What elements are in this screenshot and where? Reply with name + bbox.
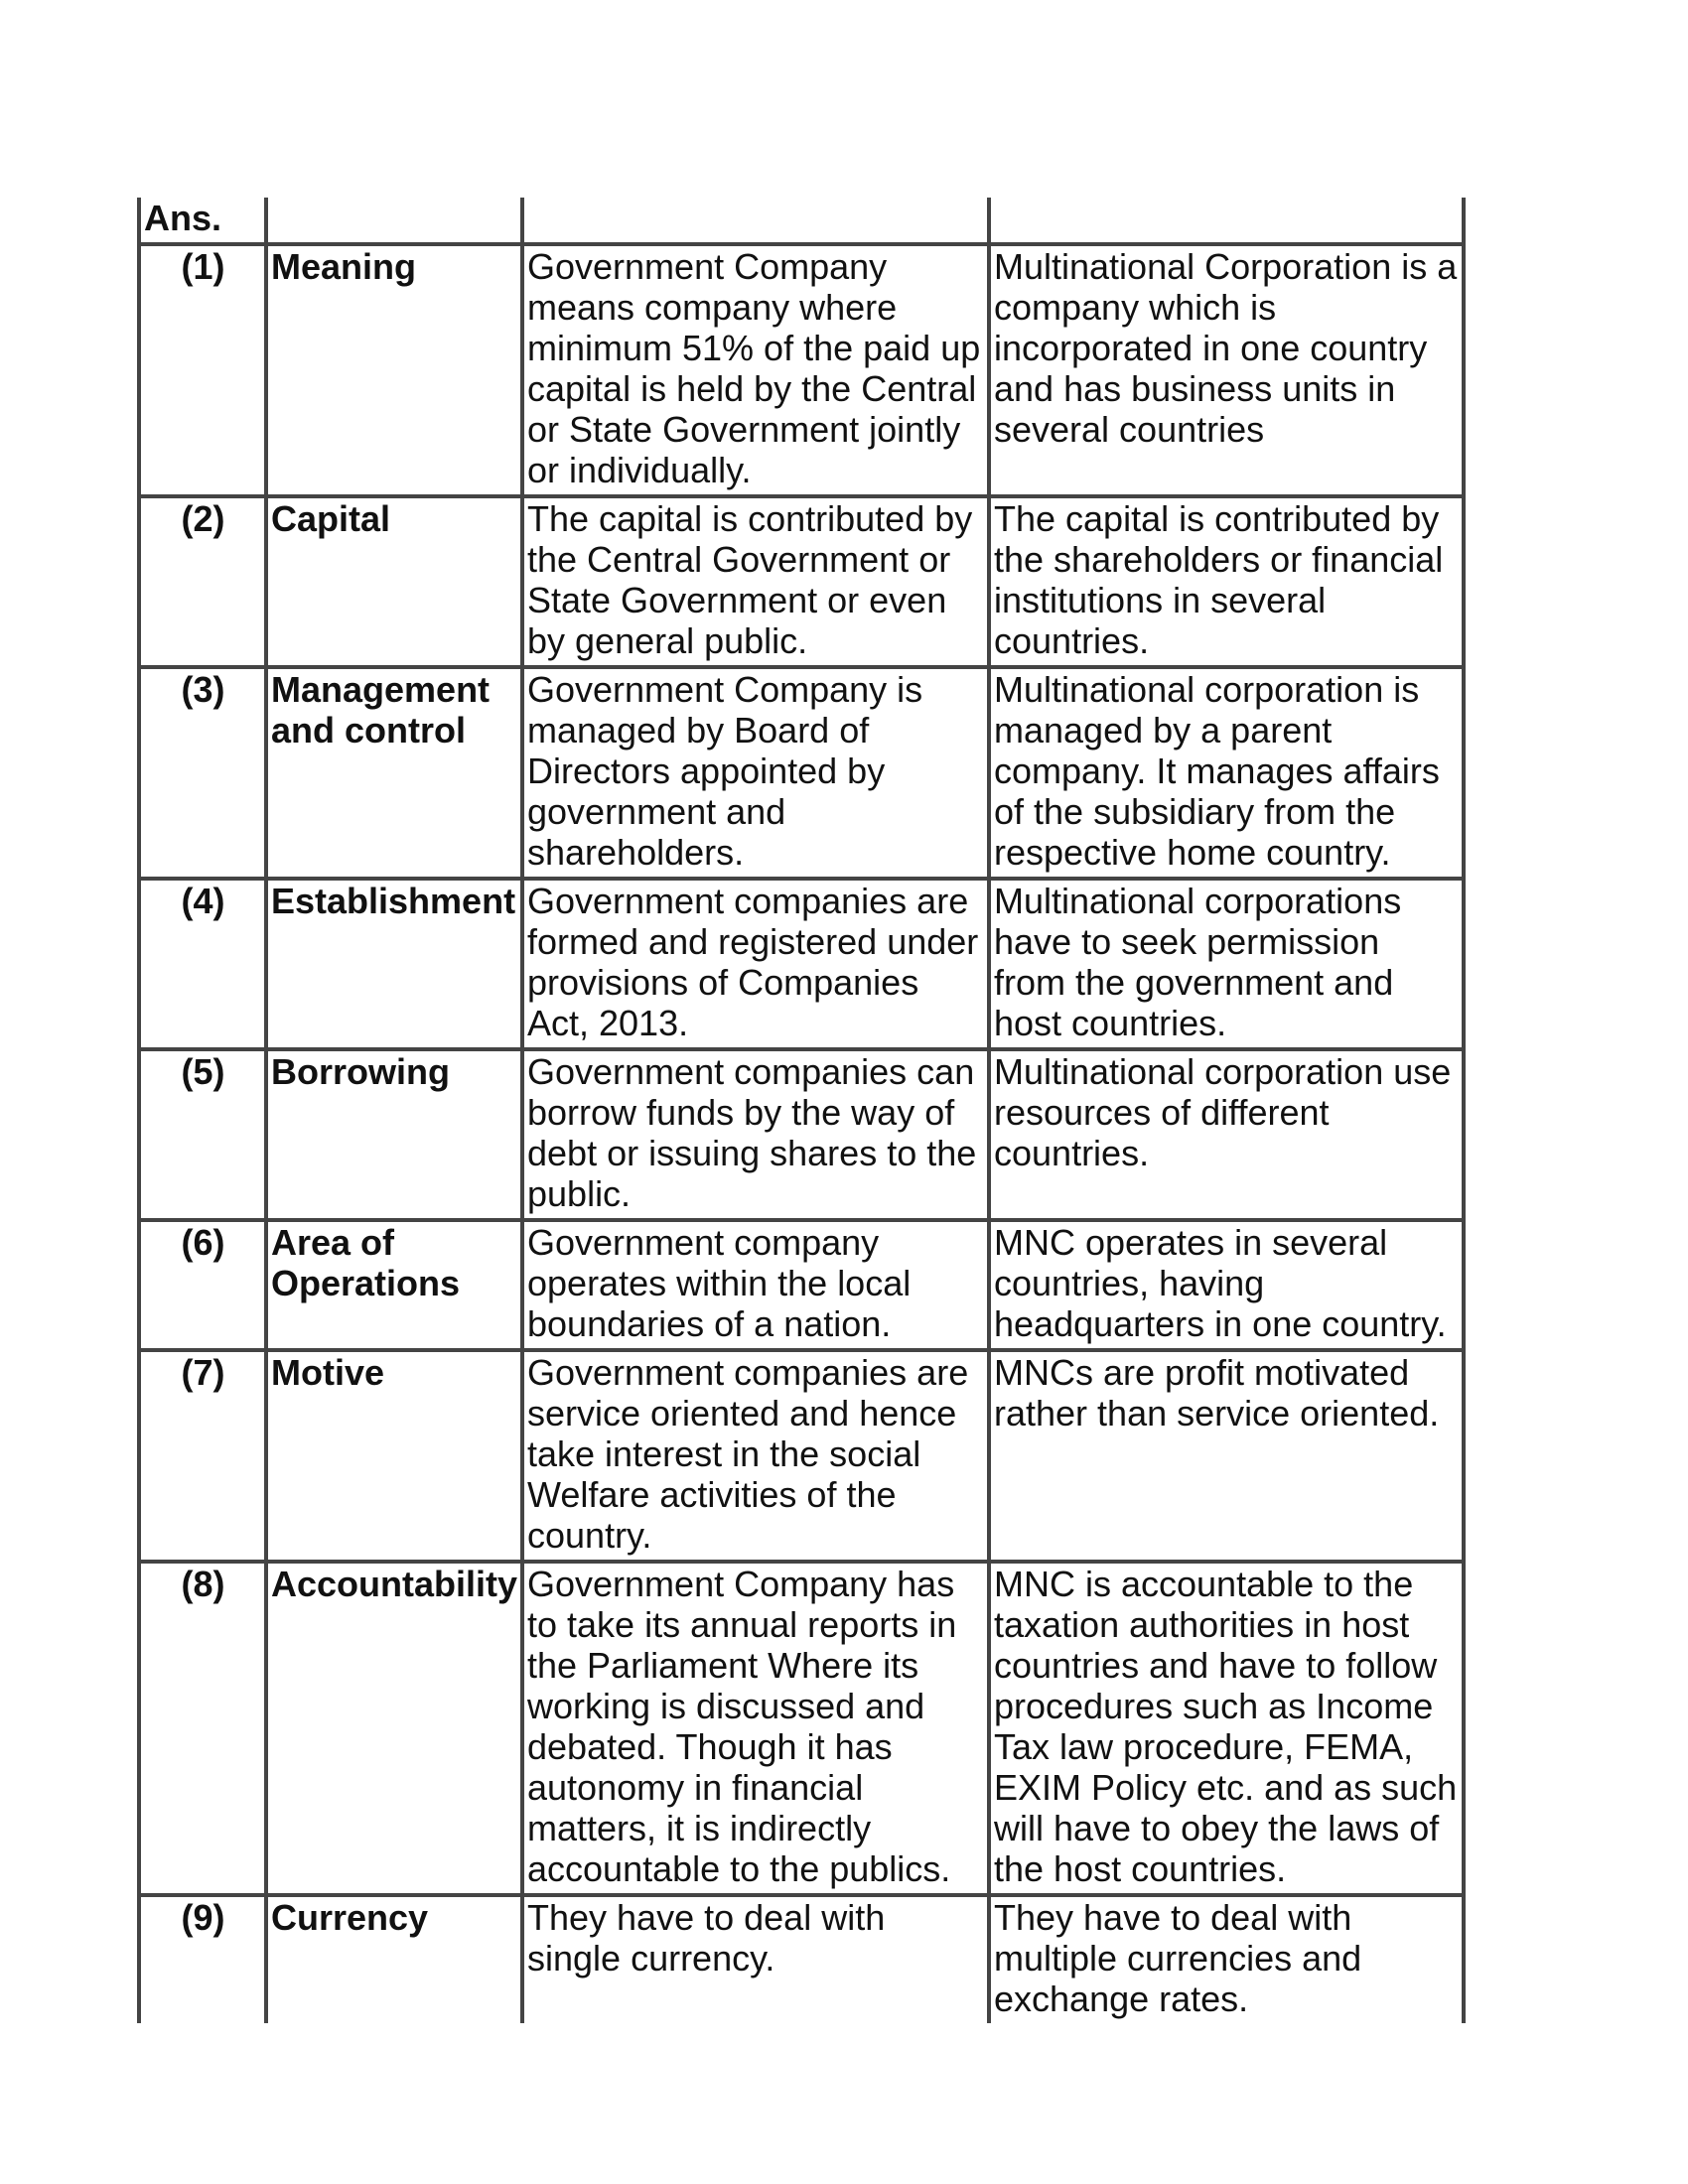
header-empty-cell [266,198,522,244]
mnc-cell: They have to deal with multiple currencies and exchange rates. [989,1895,1464,2023]
table-row [139,244,1464,496]
row-number: (1) [139,244,266,496]
row-label: Management and control [266,667,522,879]
mnc-cell: The capital is contributed by the shareholders or financial institutions in several countries. [989,496,1464,667]
row-label: Motive [266,1350,522,1562]
table-row [139,1350,1464,1562]
row-label: Capital [266,496,522,667]
mnc-cell: Multinational corporations have to seek permission from the government and host countries. [989,879,1464,1049]
table-row [139,1562,1464,1895]
government-company-cell: Government Company means company where minimum 51% of the paid up capital is held by the Central or State Government jointly or individually. [522,244,989,496]
table-row [139,1220,1464,1350]
row-number: (8) [139,1562,266,1895]
mnc-cell: Multinational corporation is managed by a parent company. It manages affairs of the subsidiary from the respective home country. [989,667,1464,879]
row-label: Currency [266,1895,522,2023]
header-empty-cell [522,198,989,244]
answer-label: Ans. [139,198,266,244]
row-label: Accountability [266,1562,522,1895]
table-row [139,667,1464,879]
table-row [139,1895,1464,2023]
table-header-row [139,198,1464,244]
row-number: (4) [139,879,266,1049]
table-row [139,1049,1464,1220]
comparison-table [137,198,1466,2023]
government-company-cell: Government Company is managed by Board of Directors appointed by government and shareholders. [522,667,989,879]
header-empty-cell [989,198,1464,244]
mnc-cell: Multinational corporation use resources of different countries. [989,1049,1464,1220]
row-label: Establishment [266,879,522,1049]
mnc-cell: MNC is accountable to the taxation authorities in host countries and have to follow procedures such as Income Tax law procedure, FEMA, EXIM Policy etc. and as such will have to obey the laws of the host countries. [989,1562,1464,1895]
government-company-cell: Government companies are service oriented and hence take interest in the social Welfare activities of the country. [522,1350,989,1562]
row-number: (3) [139,667,266,879]
government-company-cell: Government Company has to take its annual reports in the Parliament Where its working is discussed and debated. Though it has autonomy in financial matters, it is indirectly accountable to the publics. [522,1562,989,1895]
government-company-cell: Government companies are formed and registered under provisions of Companies Act, 2013. [522,879,989,1049]
table-row [139,496,1464,667]
row-number: (5) [139,1049,266,1220]
row-number: (9) [139,1895,266,2023]
row-number: (6) [139,1220,266,1350]
row-number: (7) [139,1350,266,1562]
row-label: Meaning [266,244,522,496]
row-label: Borrowing [266,1049,522,1220]
mnc-cell: Multinational Corporation is a company which is incorporated in one country and has business units in several countries [989,244,1464,496]
government-company-cell: The capital is contributed by the Central Government or State Government or even by general public. [522,496,989,667]
government-company-cell: They have to deal with single currency. [522,1895,989,2023]
table-row [139,879,1464,1049]
government-company-cell: Government companies can borrow funds by the way of debt or issuing shares to the public. [522,1049,989,1220]
mnc-cell: MNCs are profit motivated rather than service oriented. [989,1350,1464,1562]
government-company-cell: Government company operates within the local boundaries of a nation. [522,1220,989,1350]
row-number: (2) [139,496,266,667]
row-label: Area of Operations [266,1220,522,1350]
mnc-cell: MNC operates in several countries, having headquarters in one country. [989,1220,1464,1350]
